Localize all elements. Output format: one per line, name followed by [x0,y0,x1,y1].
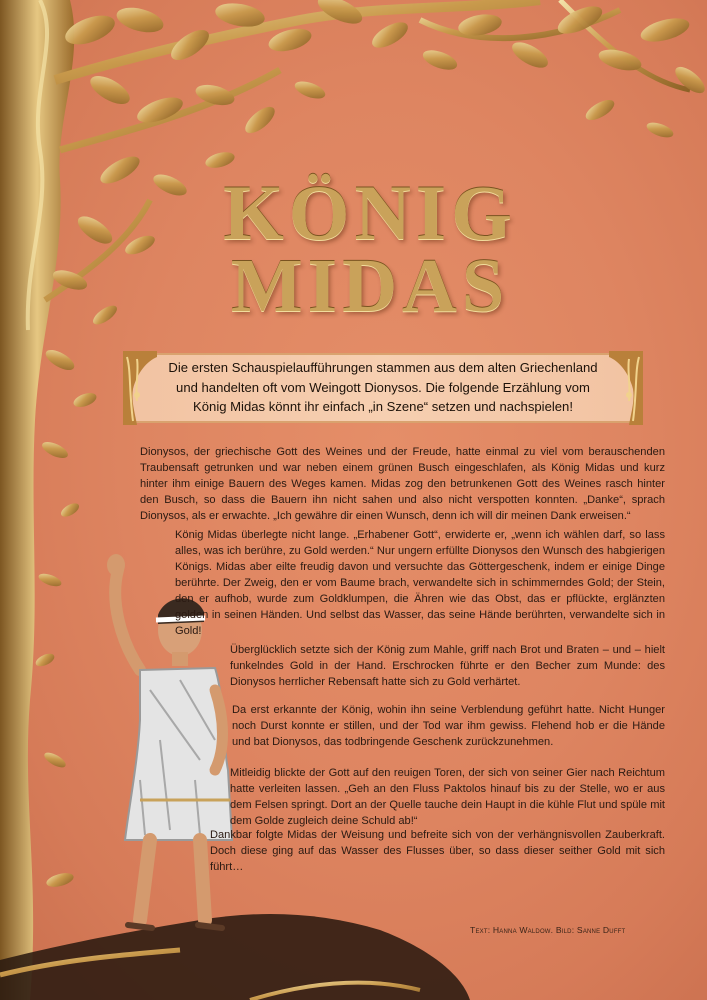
intro-banner [127,353,639,423]
story-paragraph: Da erst erkannte der König, wohin ihn seine Verblendung geführt hatte. Nicht Hunger noch Durst konnte er stillen, und der Tod war ihm gewiss. Flehend hob er die Hände und bat Dionysos, das todbringende Geschenk zurückzunehmen. [232,704,665,748]
title-line-2: MIDAS [230,244,510,328]
credit-line: Text: Hanna Waldow. Bild: Sanne Dufft [470,925,626,935]
curtain-icon [609,351,643,425]
story-paragraph: Dankbar folgte Midas der Weisung und befreite sich von der verhängnisvollen Zauberkraft. Doch diese ging auf das Wasser des Flusses über, so dass dieser seither Gold mit sich führt… [210,829,665,873]
intro-text: Die ersten Schauspielaufführungen stammen aus dem alten Griechenland und handelten oft vom Weingott Dionysos. Die folgende Erzählung vom König Midas könnt ihr einfach „in Szene“ setzen und nachspielen! [168,360,598,414]
curtain-icon [123,351,157,425]
title-line-1: KÖNIG [223,169,517,256]
story-paragraph: Überglücklich setzte sich der König zum Mahle, griff nach Brot und Braten – und – hielt funkelndes Gold in der Hand. Erschrocken führte er den Becher zum Munde: des Dionysos herrlicher Rebensaft hatte sich zu Gold verhärtet. [230,644,665,688]
story-paragraph: Mitleidig blickte der Gott auf den reuigen Toren, der sich von seiner Gier nach Reichtum hatte verleiten lassen. „Geh an den Fluss Paktolos hinauf bis zu der Stelle, wo er aus dem Felsen springt. Dort an der Quelle tauche dein Haupt in die kühle Flut und spüle mit dem Golde zugleich deine Schuld ab!“ [230,767,665,827]
story-paragraph: König Midas überlegte nicht lange. „Erhabener Gott“, erwiderte er, „wenn ich wählen darf, so lass alles, was ich berühre, zu Gold werden.“ Nur ungern erfüllte Dionysos den Wunsch des habgierigen Königs. Midas aber eilte freudig davon und versuchte das Göttergeschenk, indem er einige Dinge berührte. Der Zweig, den er vom Baume brach, verwandelte sich in schimmerndes Gold; der Stein, den er aufhob, wurde zum Goldklumpen, die Ähren wie das Obst, das er pflückte, erglänzten golden in seinen Händen. Und selbst das Wasser, das seine Hände berührten, verwandelte sich in Gold! [175,529,665,637]
story-paragraph: Dionysos, der griechische Gott des Weines und der Freude, hatte einmal zu viel vom berauschenden Traubensaft getrunken und war neben einem grünen Busch eingeschlafen, als König Midas und kurz hinter ihm einige Bauern des Weges kamen. Midas zog den betrunkenen Gott des Weines rasch hinter den Busch, so dass die Bauern ihn nicht sahen und also nicht verspotten konnten. „Danke“, sprach Dionysos, als er erwachte. „Ich gewähre dir einen Wunsch, denn ich will dir meinen Dank erweisen.“ [140,446,665,522]
